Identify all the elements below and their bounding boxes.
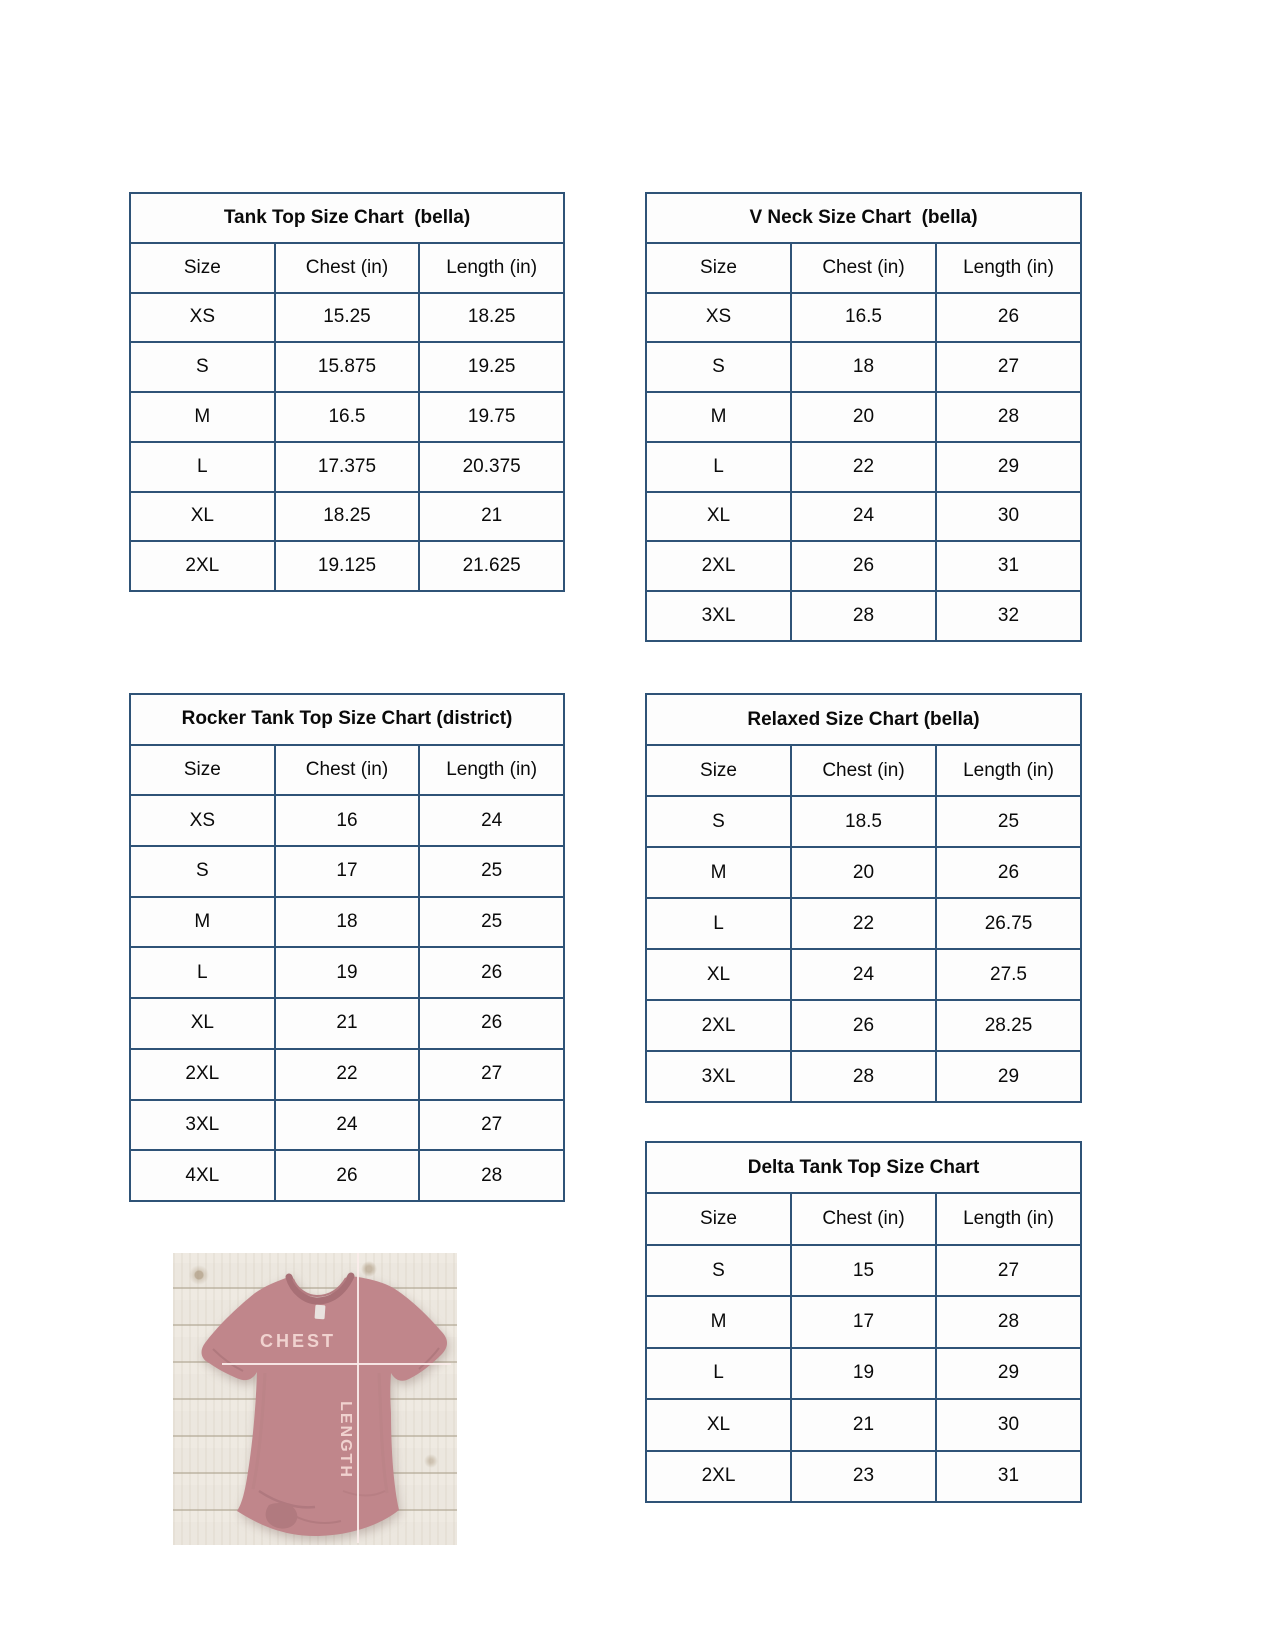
- table-header-row: [646, 745, 1081, 796]
- size-cell: 31: [936, 1451, 1081, 1502]
- size-cell: S: [130, 846, 275, 897]
- size-cell: 28: [936, 1296, 1081, 1347]
- size-cell: 24: [791, 492, 936, 542]
- size-cell: 25: [419, 897, 564, 948]
- column-header-size: Size: [130, 243, 275, 293]
- size-cell: 27: [936, 1245, 1081, 1296]
- v-neck-table: [645, 192, 1082, 642]
- column-header-chest-in: Chest (in): [275, 745, 420, 796]
- size-cell: 19: [791, 1348, 936, 1399]
- column-header-size: Size: [646, 243, 791, 293]
- size-row-xl: [646, 1399, 1081, 1450]
- size-cell: M: [130, 392, 275, 442]
- column-header-size: Size: [646, 1193, 791, 1244]
- size-cell: 19.75: [419, 392, 564, 442]
- size-row-m: [646, 847, 1081, 898]
- size-cell: 3XL: [130, 1100, 275, 1151]
- size-row-l: [646, 1348, 1081, 1399]
- column-header-length-in: Length (in): [419, 745, 564, 796]
- size-cell: S: [646, 1245, 791, 1296]
- size-cell: 19: [275, 947, 420, 998]
- delta-tank-top-title: Delta Tank Top Size Chart: [646, 1142, 1081, 1193]
- column-header-size: Size: [646, 745, 791, 796]
- length-measure-line: [357, 1253, 359, 1543]
- size-cell: 27: [936, 342, 1081, 392]
- size-cell: XL: [646, 1399, 791, 1450]
- size-cell: M: [130, 897, 275, 948]
- size-cell: 29: [936, 1051, 1081, 1102]
- size-cell: 29: [936, 1348, 1081, 1399]
- table-header-row: [646, 243, 1081, 293]
- size-cell: XS: [130, 293, 275, 343]
- size-cell: 21: [419, 492, 564, 542]
- size-cell: XL: [130, 998, 275, 1049]
- size-cell: L: [646, 442, 791, 492]
- delta-tank-top-size-chart: [645, 1141, 1082, 1503]
- size-row-2xl: [130, 1049, 564, 1100]
- size-row-2xl: [646, 1000, 1081, 1051]
- relaxed-size-chart: [645, 693, 1082, 1103]
- size-row-3xl: [646, 1051, 1081, 1102]
- size-cell: 19.125: [275, 541, 420, 591]
- table-title-row: [646, 1142, 1081, 1193]
- size-cell: M: [646, 392, 791, 442]
- size-row-s: [646, 796, 1081, 847]
- size-row-4xl: [130, 1150, 564, 1201]
- size-row-l: [130, 947, 564, 998]
- size-row-2xl: [646, 1451, 1081, 1502]
- size-row-xs: [130, 293, 564, 343]
- size-row-3xl: [646, 591, 1081, 641]
- size-row-s: [130, 846, 564, 897]
- size-cell: 25: [419, 846, 564, 897]
- size-cell: L: [130, 947, 275, 998]
- rocker-tank-top-title: Rocker Tank Top Size Chart (district): [130, 694, 564, 745]
- size-cell: 20.375: [419, 442, 564, 492]
- size-cell: 28: [936, 392, 1081, 442]
- table-title-row: [130, 694, 564, 745]
- size-row-m: [646, 392, 1081, 442]
- column-header-chest-in: Chest (in): [275, 243, 420, 293]
- table-title-row: [130, 193, 564, 243]
- size-cell: 20: [791, 847, 936, 898]
- size-cell: 26: [419, 947, 564, 998]
- column-header-length-in: Length (in): [936, 243, 1081, 293]
- size-cell: 17.375: [275, 442, 420, 492]
- size-cell: 28.25: [936, 1000, 1081, 1051]
- table-title-row: [646, 193, 1081, 243]
- size-row-m: [130, 392, 564, 442]
- size-cell: 31: [936, 541, 1081, 591]
- size-cell: 29: [936, 442, 1081, 492]
- size-cell: 27.5: [936, 949, 1081, 1000]
- size-cell: 22: [791, 442, 936, 492]
- size-cell: 16: [275, 795, 420, 846]
- tshirt-illustration: [173, 1253, 457, 1545]
- delta-tank-top-table: [645, 1141, 1082, 1503]
- size-row-s: [646, 1245, 1081, 1296]
- size-cell: 2XL: [646, 1451, 791, 1502]
- column-header-length-in: Length (in): [936, 745, 1081, 796]
- size-cell: 32: [936, 591, 1081, 641]
- size-cell: XL: [646, 949, 791, 1000]
- v-neck-size-chart: [645, 192, 1082, 642]
- length-label: LENGTH: [337, 1401, 354, 1479]
- column-header-length-in: Length (in): [419, 243, 564, 293]
- size-cell: S: [646, 796, 791, 847]
- column-header-chest-in: Chest (in): [791, 745, 936, 796]
- size-row-s: [130, 342, 564, 392]
- size-cell: 26: [936, 293, 1081, 343]
- size-row-xs: [646, 293, 1081, 343]
- size-cell: 30: [936, 492, 1081, 542]
- size-cell: 23: [791, 1451, 936, 1502]
- size-cell: 16.5: [791, 293, 936, 343]
- table-header-row: [130, 745, 564, 796]
- size-row-l: [130, 442, 564, 492]
- size-cell: 26: [936, 847, 1081, 898]
- size-cell: 28: [419, 1150, 564, 1201]
- size-cell: 28: [791, 1051, 936, 1102]
- size-row-xs: [130, 795, 564, 846]
- relaxed-table: [645, 693, 1082, 1103]
- relaxed-title: Relaxed Size Chart (bella): [646, 694, 1081, 745]
- size-cell: 18.5: [791, 796, 936, 847]
- size-cell: 21: [275, 998, 420, 1049]
- chest-label: CHEST: [259, 1331, 336, 1351]
- size-cell: 20: [791, 392, 936, 442]
- size-cell: M: [646, 1296, 791, 1347]
- table-title-row: [646, 694, 1081, 745]
- table-header-row: [646, 1193, 1081, 1244]
- tank-top-title: Tank Top Size Chart (bella): [130, 193, 564, 243]
- size-cell: 27: [419, 1049, 564, 1100]
- size-cell: 24: [419, 795, 564, 846]
- tank-top-size-chart: [129, 192, 565, 592]
- size-cell: 2XL: [130, 1049, 275, 1100]
- size-cell: 15.875: [275, 342, 420, 392]
- size-cell: 21: [791, 1399, 936, 1450]
- size-row-s: [646, 342, 1081, 392]
- column-header-chest-in: Chest (in): [791, 243, 936, 293]
- size-cell: 2XL: [130, 541, 275, 591]
- v-neck-title: V Neck Size Chart (bella): [646, 193, 1081, 243]
- size-row-3xl: [130, 1100, 564, 1151]
- size-cell: 19.25: [419, 342, 564, 392]
- size-cell: 25: [936, 796, 1081, 847]
- size-cell: S: [646, 342, 791, 392]
- size-cell: 18.25: [419, 293, 564, 343]
- size-row-xl: [130, 492, 564, 542]
- size-cell: 28: [791, 591, 936, 641]
- size-row-xl: [646, 949, 1081, 1000]
- table-header-row: [130, 243, 564, 293]
- size-cell: L: [646, 898, 791, 949]
- size-cell: 26: [791, 1000, 936, 1051]
- size-cell: 26.75: [936, 898, 1081, 949]
- size-row-l: [646, 442, 1081, 492]
- size-cell: 2XL: [646, 1000, 791, 1051]
- size-cell: 18: [791, 342, 936, 392]
- size-cell: M: [646, 847, 791, 898]
- size-cell: XL: [130, 492, 275, 542]
- size-row-2xl: [646, 541, 1081, 591]
- size-cell: 26: [419, 998, 564, 1049]
- size-row-xl: [130, 998, 564, 1049]
- rocker-tank-top-size-chart: [129, 693, 565, 1202]
- size-cell: 21.625: [419, 541, 564, 591]
- size-cell: 22: [275, 1049, 420, 1100]
- size-cell: 30: [936, 1399, 1081, 1450]
- size-row-m: [646, 1296, 1081, 1347]
- size-cell: 24: [791, 949, 936, 1000]
- size-cell: S: [130, 342, 275, 392]
- size-cell: 22: [791, 898, 936, 949]
- size-cell: L: [130, 442, 275, 492]
- size-cell: XS: [646, 293, 791, 343]
- tshirt-neck-tag: [315, 1305, 326, 1320]
- size-row-xl: [646, 492, 1081, 542]
- size-cell: 26: [275, 1150, 420, 1201]
- size-row-l: [646, 898, 1081, 949]
- size-cell: 15: [791, 1245, 936, 1296]
- column-header-length-in: Length (in): [936, 1193, 1081, 1244]
- size-cell: 18: [275, 897, 420, 948]
- size-cell: 26: [791, 541, 936, 591]
- column-header-size: Size: [130, 745, 275, 796]
- size-cell: 16.5: [275, 392, 420, 442]
- chest-measure-line: [222, 1363, 451, 1365]
- size-cell: L: [646, 1348, 791, 1399]
- size-cell: 3XL: [646, 1051, 791, 1102]
- tank-top-table: [129, 192, 565, 592]
- rocker-tank-top-table: [129, 693, 565, 1202]
- size-cell: 17: [275, 846, 420, 897]
- size-cell: XS: [130, 795, 275, 846]
- shirt-measurement-photo: [173, 1253, 457, 1545]
- size-cell: 17: [791, 1296, 936, 1347]
- size-cell: 4XL: [130, 1150, 275, 1201]
- size-cell: 24: [275, 1100, 420, 1151]
- size-cell: 27: [419, 1100, 564, 1151]
- column-header-chest-in: Chest (in): [791, 1193, 936, 1244]
- size-cell: 15.25: [275, 293, 420, 343]
- size-cell: 2XL: [646, 541, 791, 591]
- size-cell: 18.25: [275, 492, 420, 542]
- size-row-m: [130, 897, 564, 948]
- size-cell: XL: [646, 492, 791, 542]
- size-row-2xl: [130, 541, 564, 591]
- size-cell: 3XL: [646, 591, 791, 641]
